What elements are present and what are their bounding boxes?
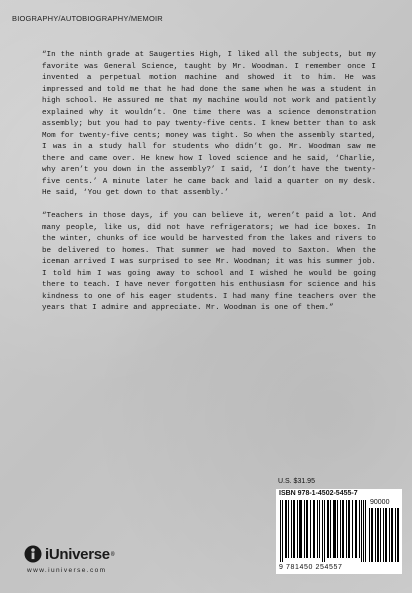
genre-label: BIOGRAPHY/AUTOBIOGRAPHY/MEMOIR xyxy=(12,14,163,23)
publisher-name: iUniverse xyxy=(45,545,110,563)
addon-code-text: 90000 xyxy=(370,499,390,506)
trademark-mark: ® xyxy=(110,550,115,558)
barcode-digits-text: 9 781450 254557 xyxy=(279,564,343,571)
publisher-website: www.iuniverse.com xyxy=(27,567,107,574)
price-label: U.S. $31.95 xyxy=(278,478,315,485)
excerpt-paragraph-1: “In the ninth grade at Saugerties High, I liked all the subjects, but my favorite was General Science, taught by Mr. Woodman. I remember once I invented a perpetual motion machine and showed it to him. He was impressed and told me that he had done the same when he was a student in high school. He assured me that my machine would not work and patiently explained why it wouldn’t. One time there was a science demonstration assembly; but you had to pay twenty-five cents. I knew better than to ask Mom for twenty-five cents; money was tight. So when the assembly started, I was in a study hall for students who didn’t go. Mr. Woodman saw me there and came over. He knew how I loved science and he said, ‘Charlie, why aren’t you down in the assembly?’ I said, ‘I don’t have the twenty-five cents.’ A minute later he came back and laid a quarter on my desk. He said, ‘You get down to that assembly.’ xyxy=(42,51,376,197)
excerpt-paragraph-2: “Teachers in those days, if you can believe it, weren’t paid a lot. And many people, like us, did not have refrigerators; we had ice boxes. In the winter, chunks of ice would be harvested from the lakes and rivers to be delivered to homes. That summer we had moved to Saxton. When the iceman arrived I was surprised to see Mr. Woodman; it was his summer job. I told him I was going away to school and I wished he would be going there to teach. I have never forgotten his enthusiasm for science and his kindness to one of his eager students. I had many fine teachers over the years that I admire and appreciate. Mr. Woodman is one of them.” xyxy=(42,212,376,312)
publisher-logo xyxy=(24,543,114,565)
ean-barcode-icon xyxy=(280,500,366,562)
barcode-block xyxy=(276,489,402,574)
addon-barcode-icon xyxy=(369,508,399,562)
isbn-text: ISBN 978-1-4502-5455-7 xyxy=(279,490,358,497)
iuniverse-logo-icon xyxy=(24,545,42,563)
excerpt-text xyxy=(42,50,376,326)
